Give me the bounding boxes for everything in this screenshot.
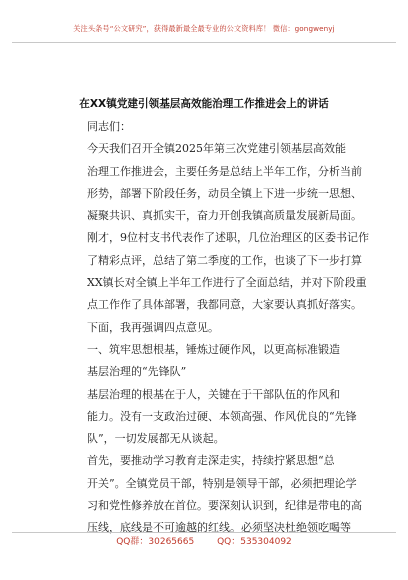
body-line: 习和党性修养放在首位。要深刻认识到，纪律是带电的高 [87,499,362,513]
document-body [87,116,369,540]
body-line: 形势，部署下阶段任务，动员全镇上下进一步统一思想、 [87,186,362,200]
body-line: 首先，要推动学习教育走深走实，持续拧紧思想“总 [87,454,335,468]
body-line: 一、筑牢思想根基，锤炼过硬作风，以更高标准锻造 [87,342,340,356]
footer-divider [12,532,396,533]
footer-qq-group: QQ群：30265665 [116,537,195,547]
body-line: 基层治理的根基在于人，关键在于干部队伍的作风和 [87,387,340,401]
body-line: 队”，一切发展都无从谈起。 [87,432,225,446]
body-line: 同志们： [87,120,131,133]
footer-qq: QQ：535304092 [217,537,292,547]
body-line: 刚才，9位村支书代表作了述职，几位治理区的区委书记作 [87,231,369,245]
footer-contact [0,534,408,547]
body-line: XX镇长对全镇上半年工作进行了全面总结，并对下阶段重 [87,276,367,290]
header-divider [12,42,396,43]
body-line: 压线，底线是不可逾越的红线。必须坚决杜绝领吃喝等 [87,521,351,535]
document-title: 在XX镇党建引领基层高效能治理工作推进会上的讲话 [79,98,329,110]
body-line: 能力。没有一支政治过硬、本领高强、作风优良的“先锋 [87,409,357,423]
body-line: 凝聚共识、真抓实干，奋力开创我镇高质量发展新局面。 [87,209,362,223]
body-line: 开关”。全镇党员干部，特别是领导干部，必须把理论学 [87,476,357,490]
body-line: 下面，我再强调四点意见。 [87,320,219,334]
header-banner: 关注头条号“公文研究”，获得最新最全最专业的公文资料库！ 微信：gongwenyj [73,24,335,33]
body-line: 点工作作了具体部署，我都同意，大家要认真抓好落实。 [87,298,362,312]
body-line: 了精彩点评，总结了第二季度的工作，也谈了下一步打算 [87,253,362,267]
page-footer [0,526,408,546]
body-line: 今天我们召开全镇2025年第三次党建引领基层高效能 [87,142,346,156]
page-header [0,0,408,46]
body-line: 基层治理的“先锋队” [87,365,187,379]
body-line: 治理工作推进会，主要任务是总结上半年工作，分析当前 [87,164,362,178]
